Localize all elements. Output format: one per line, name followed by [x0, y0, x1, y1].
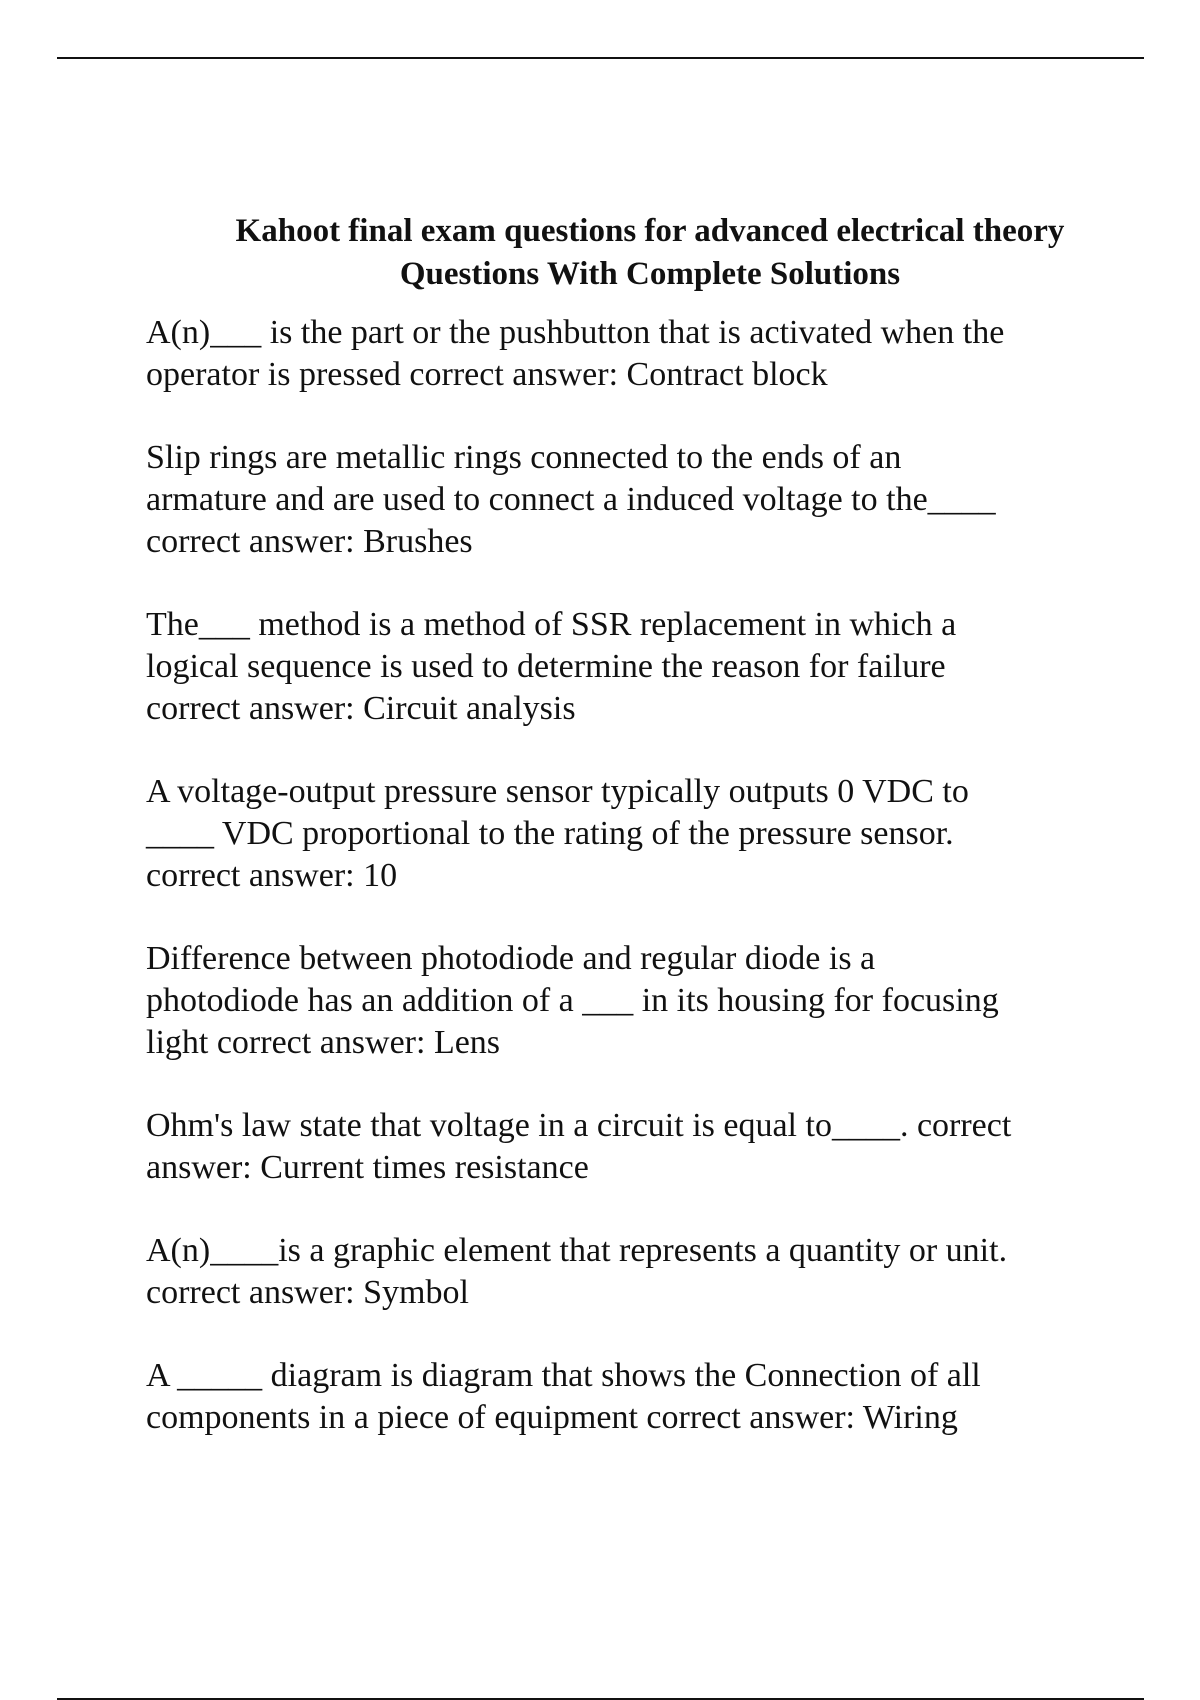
question-line: correct answer: 10 [146, 857, 398, 894]
question-line: Ohm's law state that voltage in a circuit is equal to____. correct [146, 1107, 1012, 1144]
question-item-2 [146, 437, 1146, 563]
question-line: operator is pressed correct answer: Contract block [146, 356, 828, 393]
question-line: A(n)___ is the part or the pushbutton that is activated when the [146, 314, 1005, 351]
question-line: correct answer: Brushes [146, 523, 473, 560]
title-line-1: Kahoot final exam questions for advanced electrical theory [235, 213, 1065, 250]
question-line: A _____ diagram is diagram that shows the Connection of all [146, 1357, 981, 1394]
question-item-5 [146, 938, 1146, 1064]
document-title [60, 210, 1200, 296]
question-item-7 [146, 1230, 1146, 1314]
question-line: answer: Current times resistance [146, 1149, 589, 1186]
question-line: Slip rings are metallic rings connected to the ends of an [146, 439, 902, 476]
question-line: logical sequence is used to determine the reason for failure [146, 648, 946, 685]
question-item-3 [146, 604, 1146, 730]
top-rule [57, 57, 1144, 59]
question-item-4 [146, 771, 1146, 897]
question-item-1 [146, 312, 1146, 396]
question-line: correct answer: Circuit analysis [146, 690, 576, 727]
question-line: light correct answer: Lens [146, 1024, 501, 1061]
question-line: components in a piece of equipment correct answer: Wiring [146, 1399, 958, 1436]
question-line: correct answer: Symbol [146, 1274, 469, 1311]
question-list [146, 312, 1146, 1480]
question-line: photodiode has an addition of a ___ in its housing for focusing [146, 982, 999, 1019]
question-item-6 [146, 1105, 1146, 1189]
question-line: ____ VDC proportional to the rating of the pressure sensor. [146, 815, 954, 852]
title-line-2: Questions With Complete Solutions [399, 256, 901, 293]
question-line: The___ method is a method of SSR replacement in which a [146, 606, 957, 643]
question-item-8 [146, 1355, 1146, 1439]
question-line: Difference between photodiode and regular diode is a [146, 940, 876, 977]
question-line: A voltage-output pressure sensor typically outputs 0 VDC to [146, 773, 969, 810]
question-line: A(n)____is a graphic element that represents a quantity or unit. [146, 1232, 1008, 1269]
question-line: armature and are used to connect a induced voltage to the____ [146, 481, 996, 518]
